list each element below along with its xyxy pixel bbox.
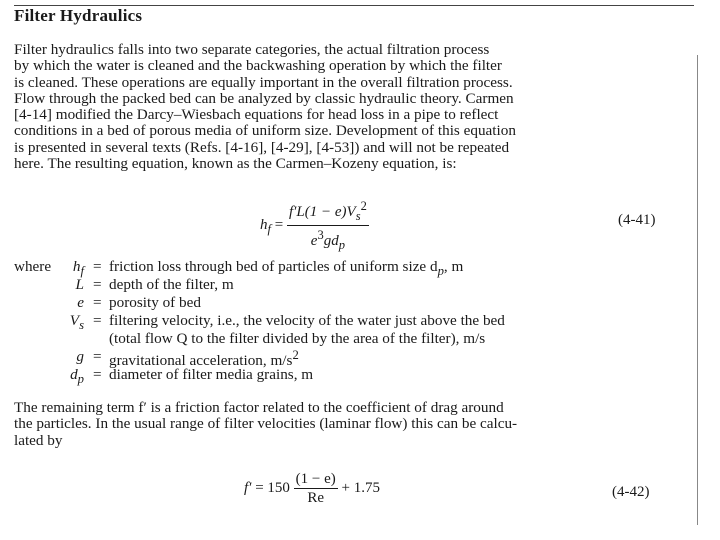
eq2-denominator: Re (307, 490, 325, 506)
paragraph-line: by which the water is cleaned and the backwashing operation by which the filter (14, 57, 502, 75)
eq2-lhs: f′ (244, 479, 252, 496)
paragraph-line: Flow through the packed bed can be analyzed by classic hydraulic theory. Carmen (14, 89, 514, 107)
right-margin-rule (697, 55, 698, 525)
eq2-fraction (294, 470, 338, 507)
eq2-numerator: (1 − e) (295, 471, 336, 487)
equation-number: (4-42) (612, 484, 650, 500)
friction-factor-paragraph (14, 400, 696, 449)
paragraph-line: lated by (14, 431, 63, 449)
paragraph-line: conditions in a bed of porous media of uniform size. Development of this equation (14, 122, 516, 140)
paragraph-line: here. The resulting equation, known as the Carmen–Kozeny equation, is: (14, 155, 457, 173)
eq2-tail: + 1.75 (341, 479, 380, 496)
eq2-equals: = 150 (255, 479, 290, 496)
equation-friction-factor (244, 470, 380, 507)
paragraph-line: Filter hydraulics falls into two separate categories, the actual filtration process (14, 41, 490, 58)
equation-carmen-kozeny (260, 197, 369, 254)
paragraph-line: [4-14] modified the Darcy–Wiesbach equations for head loss in a pipe to reflect (14, 106, 499, 124)
equation-number: (4-41) (618, 212, 656, 228)
eq1-equals: = (274, 216, 284, 233)
document-page: Filter Hydraulics Filter hydraulics falls into two separate categories, the actual filtration process by which the water is cleaned and the backwashing operation by which the filter is cleaned. These operations are equally important in the overall filtration process. Flow through the packed bed can be analyzed by classic hydraulic theory. Carmen [4-14] modified the Darcy–Wiesbach equations for head loss in a pipe to reflect conditions in a bed of porous media of uniform size. Development of this equation is presented in several texts (Refs. [4-16], [4-29], [4-53]) and will not be repeated here. The resulting equation, known as the Carmen–Kozeny equation, is: $h_f$ = $\frac{f'L(1 - e)V_s^2}{e^3gd_p}$ (4-41) where $h_f$ = friction loss through bed of particles of uniform size $d_p$, m L = depth of the filter, m e = porosity of bed $V_s$ = filtering velocity, i.e., the velocity of the water just above the bed (total flow Q to the filter divided by the area of the filter), m/s g = gravitational acceleration, $m/s^2$ $d_p$ = diameter of filter media grains, m The remaining term f′ is a friction factor related to the coefficient of drag around the particles. In the usual range of filter velocities (laminar flow) this can be calcu- lated by f′ = 150 $\frac{(1 - e)}{Re}$ + 1.75 (4-42) (0, 0, 720, 540)
eq1-lhs-sub: f (267, 221, 271, 236)
paragraph-line: is cleaned. These operations are equally important in the overall filtration process. (14, 73, 513, 91)
paragraph-line: The remaining term f′ is a friction factor related to the coefficient of drag around (14, 399, 504, 416)
paragraph-line: the particles. In the usual range of filter velocities (laminar flow) this can be calcu- (14, 415, 518, 433)
paragraph-line: is presented in several texts (Refs. [4-16], [4-29], [4-53]) and will not be repeated (14, 138, 510, 156)
eq1-denominator: $e^3gd_p$ (310, 228, 345, 252)
eq1-numerator: $f'L(1 - e)V_s^2$ (287, 197, 369, 226)
eq1-fraction (287, 197, 369, 254)
intro-paragraph (14, 42, 696, 172)
eq1-lhs: h (260, 216, 268, 233)
section-heading: Filter Hydraulics (14, 6, 143, 25)
